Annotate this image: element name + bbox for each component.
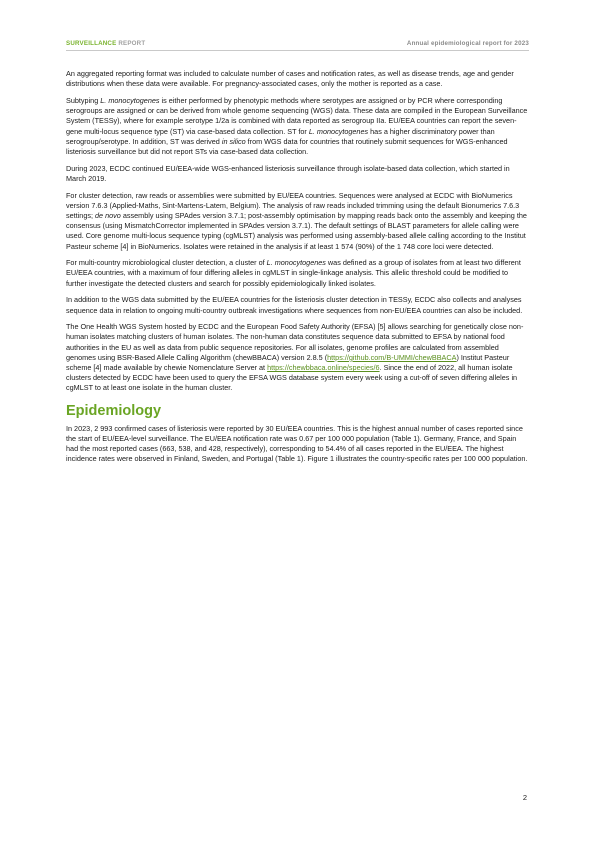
paragraph-wgs-surveillance: During 2023, ECDC continued EU/EEA-wide WGS-enhanced listeriosis surveillance through isolate-based data collection, which started in March 2019. [66, 163, 510, 183]
page-header [66, 40, 529, 51]
header-report-type: SURVEILLANCE REPORT [66, 40, 146, 47]
link-chewbbaca-nomenclature[interactable]: https://chewbbaca.online/species/6 [267, 363, 380, 373]
paragraph-epidemiology: In 2023, 2 993 confirmed cases of listeriosis were reported by 30 EU/EEA countries. This is the highest annual number of cases reported since the start of EU/EEA-level surveillance. The EU/EEA notification rate was 0.67 per 100 000 population (Table 1). Germany, France, and Spain had the most reported cases (663, 538, and 428, respectively), corresponding to 54.4% of all cases reported in the EU/EEA. The highest incidence rates were observed in Finland, Sweden, and Portugal (Table 1). Figure 1 illustrates the country-specific rates per 100 000 population. [66, 423, 528, 464]
section-heading-epidemiology: Epidemiology [66, 402, 162, 419]
document-body [66, 69, 529, 471]
link-chewbbaca-github[interactable]: https://github.com/B-UMMI/chewBBACA [327, 352, 457, 362]
paragraph-multi-country-cluster: For multi-country microbiological cluster detection, a cluster of L. monocytogenes was defined as a group of isolates from at least two different EU/EEA countries, with a maximum of four differing alleles in cgMLST in single-linkage analysis. This allelic threshold could be modified to further investigate the detected clusters and search for possibly epidemiologically linked isolates. [66, 258, 521, 288]
paragraph-one-health: The One Health WGS System hosted by ECDC and the European Food Safety Authority (EFSA) [5] allows searching for genetically close non-human isolates matching clusters of human isolates. The non-human data constitutes sequence data submitted to EFSA by national food authorities in the EU as well as data from public sequence repositories. For all isolates, genome profiles are calculated from assembled genomes using BSR-Based Allele Calling Algorithm (chewBBACA) version 2.8.5 (https://github.com/B-UMMI/chewBBACA) Institut Pasteur scheme [4] made available by chewie Nomenclature Server at https://chewbbaca.online/species/6. Since the end of 2022, all human isolate clusters detected by ECDC have been used to query the EFSA WGS database system every week using a cut-off of seven differing alleles in cgMLST to at least one isolate in the human cluster. [66, 322, 524, 393]
paragraph-aggregated-reporting: An aggregated reporting format was included to calculate number of cases and notification rates, as well as disease trends, age and gender distributions when these data were available. For pregnancy-associated cases, only the mother is reported as a case. [66, 69, 514, 89]
page-number: 2 [522, 793, 527, 802]
paragraph-cluster-detection: For cluster detection, raw reads or assemblies were submitted by EU/EEA countries. Sequences were analysed at ECDC with BioNumerics version 7.6.3 (Applied-Maths, Sint-Martens-Latem, Belgium). The analysis of raw reads included trimming using the default Bionumerics 7.6.3 settings; de novo assembly using SPAdes version 3.7.1; post-assembly optimisation by mapping reads back onto the assembly and keeping the consensus (using MismatchCorrector implemented in SPAdes version 3.7.1). The default settings of BLAST parameters for allele calling were used. Core genome multi-locus sequence typing (cgMLST) analysis was performed using assembly-based allele calling according to the Institut Pasteur scheme [4] in BioNumerics. Isolates were retained in the analysis if at least 1 574 (90%) of the 1 748 core loci were detected. [66, 190, 527, 251]
header-report-title: Annual epidemiological report for 2023 [406, 40, 529, 47]
paragraph-subtyping: Subtyping L. monocytogenes is either performed by phenotypic methods where serotypes are assigned or by PCR where corresponding serogroups are assigned or can be derived from whole genome sequencing (WGS) data. These data are compiled in the European Surveillance System (TESSy), where for example serotype 1/2a is combined with data reported as serogroup IIa. EU/EEA countries can report the seven-gene multi-locus sequence type (ST) via case-based data collection. ST for L. monocytogenes has a higher discriminatory power than serogroup/serotype. In addition, ST was derived in silico from WGS data for countries that routinely submit sequences for WGS-enhanced listeriosis surveillance but did not report STs via case-based data collection. [66, 95, 528, 156]
paragraph-sequence-data: In addition to the WGS data submitted by the EU/EEA countries for the listeriosis cluster detection in TESSy, ECDC also collects and analyses sequence data in relation to ongoing multi-country outbreak investigations where sequences from non-EU/EEA countries can also be included. [66, 295, 523, 315]
